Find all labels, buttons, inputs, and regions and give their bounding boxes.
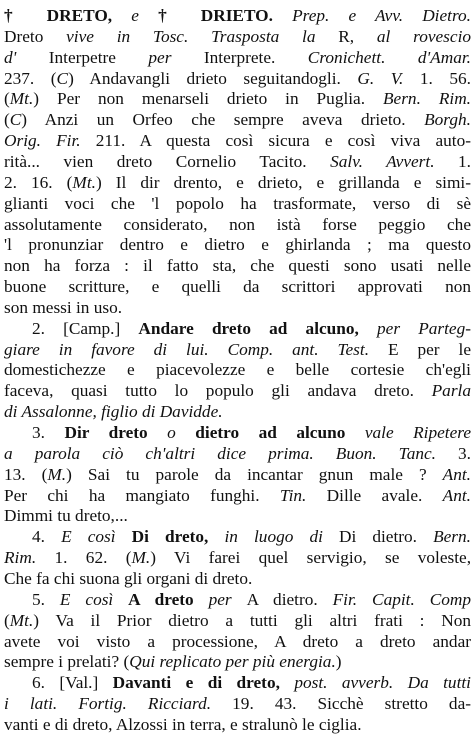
- text-segment: A dreto: [128, 589, 209, 609]
- text-segment: Dimmi tu dreto,...: [4, 506, 128, 526]
- text-segment: Per chi ha mangiato funghi.: [4, 485, 280, 505]
- text-segment: Mt.: [9, 89, 34, 109]
- text-segment: Interprete.: [203, 47, 308, 67]
- text-segment: avete voi visto a processione, A dreto a dreto andar: [4, 631, 471, 651]
- text-segment: Parla: [431, 381, 471, 401]
- text-segment: 2. 16. (: [4, 172, 73, 192]
- text-segment: Dir dreto: [64, 423, 168, 442]
- text-segment: Mt.: [72, 172, 96, 192]
- text-segment: 5.: [32, 589, 60, 609]
- text-segment: R,: [338, 26, 377, 46]
- text-segment: d': [4, 47, 49, 67]
- text-segment: E per le: [369, 339, 471, 359]
- text-segment: per: [148, 47, 204, 67]
- text-segment: son messi in uso.: [4, 297, 123, 317]
- text-segment: 3.: [32, 423, 65, 442]
- text-segment: Ant.: [442, 464, 471, 484]
- text-segment: 6. [Val.]: [32, 673, 113, 693]
- text-segment: Bern. Rim.: [382, 89, 471, 109]
- text-segment: Qui replicato per più energia.: [129, 652, 336, 672]
- text-segment: Interpetre: [48, 47, 149, 67]
- text-segment: post. avverb. Da tutti: [294, 673, 471, 693]
- text-segment: a parola ciò ch'altri dice prima. Buon. Tanc.: [4, 443, 436, 463]
- text-segment: i lati. Fortig. Ricciard.: [4, 694, 212, 714]
- text-segment: sempre i prelati? (: [4, 652, 130, 672]
- text-segment: C: [9, 110, 22, 130]
- text-segment: G. V.: [357, 68, 404, 88]
- text-segment: 1. 56.: [403, 68, 471, 88]
- text-segment: rità... vien dreto Cornelio Tacito.: [4, 151, 331, 171]
- text-segment: assolutamente considerato, non istà forse peggio che: [4, 214, 471, 234]
- text-line: [4, 712, 471, 738]
- text-segment: Salv. Avvert.: [330, 151, 435, 171]
- text-segment: dietro ad alcuno: [195, 423, 365, 442]
- text-segment: A dietro.: [246, 589, 333, 609]
- text-segment: Che fa chi suona gli organi di dreto.: [4, 568, 253, 588]
- text-segment: per: [208, 589, 247, 609]
- text-segment: (: [4, 110, 10, 130]
- text-segment: Di dietro.: [338, 527, 434, 547]
- text-segment: 2. [Camp.]: [32, 318, 139, 338]
- text-segment: Rim.: [4, 548, 37, 568]
- text-segment: † DRIETO.: [158, 6, 293, 25]
- text-segment: Borgh.: [424, 110, 471, 130]
- text-segment: buone scritture, e quelli da scrittori approvati non: [4, 277, 471, 297]
- text-segment: (: [4, 610, 10, 630]
- text-segment: ) Vi farei quel servigio, se voleste,: [150, 548, 471, 568]
- text-segment: 'l pronunziar dentro e dietro e ghirlanda ; ma questo: [4, 235, 471, 255]
- text-segment: 3.: [435, 443, 471, 463]
- text-segment: † DRETO,: [4, 6, 132, 25]
- text-segment: Andare dreto ad alcuno,: [138, 318, 378, 338]
- text-segment: E così: [61, 527, 132, 547]
- text-segment: vale Ripetere: [364, 423, 471, 442]
- text-segment: Davanti e di dreto,: [112, 673, 295, 693]
- text-segment: Dreto: [4, 26, 67, 46]
- text-segment: ) Per non menarseli drieto in Puglia.: [33, 89, 383, 109]
- text-segment: per Parteg-: [377, 318, 471, 338]
- text-segment: 19. 43. Sicchè stretto da-: [211, 694, 471, 714]
- text-segment: di Assalonne, figlio di Davidde.: [4, 402, 223, 422]
- text-segment: 4.: [32, 527, 62, 547]
- text-segment: (: [4, 89, 10, 109]
- text-segment: Orig. Fir.: [4, 131, 81, 151]
- text-segment: ) Sai tu parole da incantar gnun male ?: [66, 464, 443, 484]
- text-segment: Cronichett. d'Amar.: [307, 47, 471, 67]
- text-segment: 13. (: [4, 464, 48, 484]
- text-segment: ) Andavangli drieto seguitandogli.: [68, 68, 358, 88]
- text-segment: faceva, quasi tutto lo populo gli andava dreto.: [4, 381, 432, 401]
- text-segment: glianti voci che 'l popolo ha trasformate, verso di sè: [4, 193, 471, 213]
- text-segment: Di dreto,: [131, 527, 225, 547]
- text-segment: Fir. Capit. Comp: [332, 589, 471, 609]
- text-segment: ) Va il Prior dietro a tutti gli altri frati : Non: [33, 610, 471, 630]
- text-segment: ): [335, 652, 342, 672]
- text-segment: non ha forza : il fatto sta, che questi sono usati nelle: [4, 256, 471, 276]
- text-segment: giare in favore di lui. Comp. ant. Test.: [4, 339, 370, 359]
- text-segment: vive in Tosc. Trasposta la: [66, 26, 339, 46]
- text-segment: e: [131, 6, 159, 25]
- text-segment: Ant.: [442, 485, 471, 505]
- text-segment: E così: [59, 589, 129, 609]
- text-segment: 237. (: [4, 68, 57, 88]
- text-segment: o: [167, 423, 196, 442]
- text-segment: 1.: [434, 151, 471, 171]
- text-segment: Prep. e Avv. Dietro.: [292, 6, 471, 25]
- text-segment: Bern.: [433, 527, 471, 547]
- text-segment: M.: [131, 548, 151, 568]
- text-segment: Dille avale.: [306, 485, 443, 505]
- text-segment: M.: [47, 464, 67, 484]
- text-segment: Mt.: [9, 610, 34, 630]
- text-segment: domestichezze e piacevolezze e belle cortesie ch'egli: [4, 360, 471, 380]
- text-segment: ) Anzi un Orfeo che sempre aveva drieto.: [21, 110, 425, 130]
- text-segment: ) Il dir drento, e drieto, e grillanda e simi-: [95, 172, 471, 192]
- text-segment: C: [56, 68, 69, 88]
- text-segment: Tin.: [279, 485, 307, 505]
- text-segment: 1. 62. (: [36, 548, 132, 568]
- text-segment: al rovescio: [376, 26, 471, 46]
- text-segment: 211. A questa così sicura e così viva auto-: [80, 131, 471, 151]
- text-segment: vanti e di dreto, Alzossi in terra, e stralunò le ciglia.: [4, 714, 362, 734]
- text-segment: in luogo di: [224, 527, 339, 547]
